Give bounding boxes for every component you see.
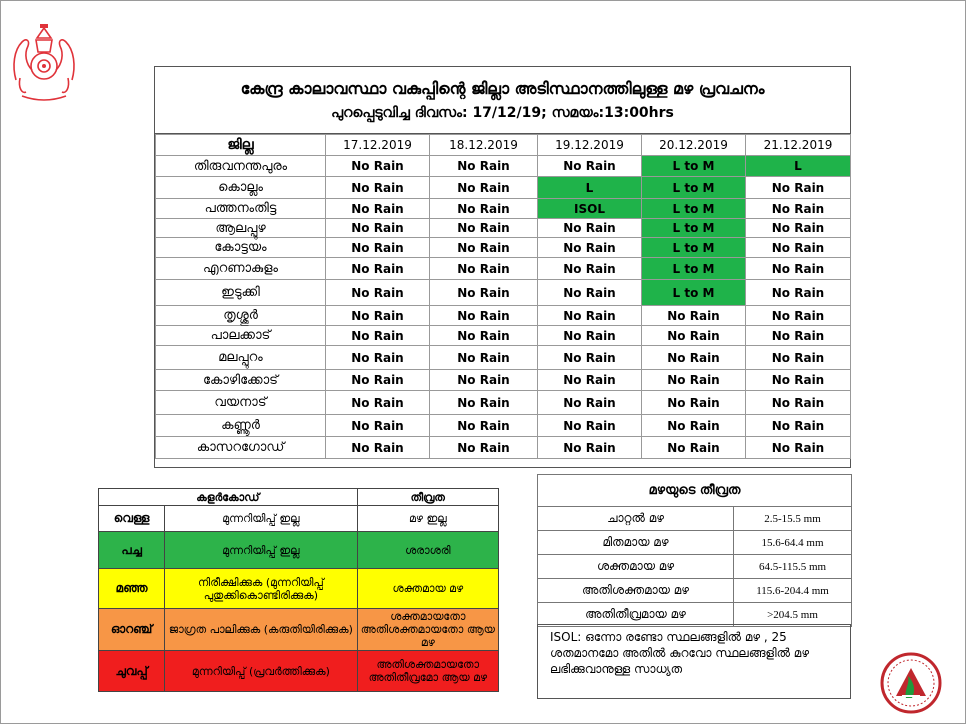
forecast-cell: No Rain xyxy=(326,437,430,459)
forecast-cell: No Rain xyxy=(430,177,538,199)
forecast-cell: No Rain xyxy=(746,258,851,280)
intensity-row xyxy=(538,555,852,579)
legend-header-severity: തീവ്രത xyxy=(357,489,498,506)
forecast-cell: L to M xyxy=(642,156,746,177)
intensity-range: 64.5-115.5 mm xyxy=(734,555,852,579)
district-row xyxy=(156,391,851,415)
intensity-range: 15.6-64.4 mm xyxy=(734,531,852,555)
legend-meaning: മുന്നറിയിപ്പ് ഇല്ല xyxy=(165,506,357,532)
date-header: 21.12.2019 xyxy=(746,135,851,156)
district-name: ആലപ്പുഴ xyxy=(156,219,326,238)
forecast-cell: No Rain xyxy=(326,391,430,415)
forecast-cell: No Rain xyxy=(326,258,430,280)
forecast-cell: No Rain xyxy=(430,370,538,391)
forecast-cell: No Rain xyxy=(642,326,746,346)
forecast-cell: No Rain xyxy=(746,280,851,306)
forecast-cell: No Rain xyxy=(430,326,538,346)
legend-row-white xyxy=(99,506,499,532)
legend-color-name: ഓറഞ്ച് xyxy=(99,609,165,651)
intensity-row xyxy=(538,531,852,555)
forecast-title: കേന്ദ്ര കാലാവസ്ഥാ വകുപ്പിന്റെ ജില്ലാ അടിസ്ഥാനത്തിലുള്ള മഴ പ്രവചനം xyxy=(240,79,765,98)
date-header: 18.12.2019 xyxy=(430,135,538,156)
issued-line xyxy=(155,105,850,121)
forecast-cell: L to M xyxy=(642,177,746,199)
color-code-legend xyxy=(98,488,499,692)
forecast-cell: No Rain xyxy=(746,219,851,238)
forecast-cell: No Rain xyxy=(430,238,538,258)
date-header: 19.12.2019 xyxy=(538,135,642,156)
forecast-cell: No Rain xyxy=(326,238,430,258)
intensity-row xyxy=(538,603,852,627)
forecast-cell: L to M xyxy=(642,258,746,280)
rain-intensity-table xyxy=(537,474,852,627)
district-rain-forecast xyxy=(154,66,851,468)
forecast-cell: No Rain xyxy=(642,306,746,326)
district-name: തിരുവനന്തപുരം xyxy=(156,156,326,177)
forecast-cell: No Rain xyxy=(430,219,538,238)
forecast-cell: No Rain xyxy=(746,437,851,459)
forecast-cell: No Rain xyxy=(746,415,851,437)
district-name: കോട്ടയം xyxy=(156,238,326,258)
legend-severity: ശക്തമായതോ അതിശക്തമായതോ ആയ മഴ xyxy=(357,609,498,651)
forecast-cell: No Rain xyxy=(538,415,642,437)
legend-severity: അതിശക്തമായതോ അതിതീവ്രമോ ആയ മഴ xyxy=(357,651,498,692)
legend-severity: മഴ ഇല്ല xyxy=(357,506,498,532)
forecast-cell: No Rain xyxy=(430,156,538,177)
district-row xyxy=(156,437,851,459)
forecast-cell: No Rain xyxy=(746,199,851,219)
forecast-cell: No Rain xyxy=(642,437,746,459)
forecast-cell: No Rain xyxy=(642,391,746,415)
district-row xyxy=(156,280,851,306)
isol-note: ISOL: ഒന്നോ രണ്ടോ സ്ഥലങ്ങളിൽ മഴ , 25 ശതമാനമോ അതിൽ കുറവോ സ്ഥലങ്ങളിൽ മഴ ലഭിക്കുവാനുള്ള സാധ്യത xyxy=(537,624,851,699)
forecast-cell: No Rain xyxy=(326,219,430,238)
forecast-title-block xyxy=(155,67,850,134)
legend-color-name: മഞ്ഞ xyxy=(99,569,165,609)
legend-meaning: മുന്നറിയിപ്പ് ഇല്ല xyxy=(165,532,357,569)
intensity-label: ചാറ്റൽ മഴ xyxy=(538,507,734,531)
forecast-cell: No Rain xyxy=(430,280,538,306)
legend-color-name: പച്ച xyxy=(99,532,165,569)
intensity-label: അതിശക്തമായ മഴ xyxy=(538,579,734,603)
legend-row-yellow xyxy=(99,569,499,609)
intensity-header xyxy=(538,475,852,507)
district-row xyxy=(156,199,851,219)
legend-row-green xyxy=(99,532,499,569)
forecast-header-row xyxy=(156,135,851,156)
district-name: വയനാട് xyxy=(156,391,326,415)
forecast-cell: No Rain xyxy=(538,391,642,415)
district-name: കാസറഗോഡ് xyxy=(156,437,326,459)
forecast-cell: No Rain xyxy=(538,219,642,238)
forecast-cell: ISOL xyxy=(538,199,642,219)
district-name: കൊല്ലം xyxy=(156,177,326,199)
forecast-cell: No Rain xyxy=(326,346,430,370)
legend-color-name: ചുവപ്പ് xyxy=(99,651,165,692)
district-name: തൃശ്ശൂർ xyxy=(156,306,326,326)
time-value: :13:00hrs xyxy=(598,105,674,121)
district-name: പാലക്കാട് xyxy=(156,326,326,346)
forecast-cell: No Rain xyxy=(538,326,642,346)
date-header: 17.12.2019 xyxy=(326,135,430,156)
intensity-label: അതിതീവ്രമായ മഴ xyxy=(538,603,734,627)
legend-color-name: വെള്ള xyxy=(99,506,165,532)
forecast-cell: No Rain xyxy=(326,326,430,346)
forecast-cell: L to M xyxy=(642,219,746,238)
time-label: സമയം xyxy=(551,105,599,121)
forecast-cell: No Rain xyxy=(326,280,430,306)
forecast-cell: No Rain xyxy=(538,156,642,177)
intensity-label: ശക്തമായ മഴ xyxy=(538,555,734,579)
district-name: കണ്ണൂർ xyxy=(156,415,326,437)
forecast-cell: No Rain xyxy=(326,177,430,199)
forecast-cell: No Rain xyxy=(746,346,851,370)
intensity-row xyxy=(538,507,852,531)
kerala-emblem-icon xyxy=(10,18,78,112)
district-row xyxy=(156,326,851,346)
legend-meaning: മുന്നറിയിപ്പ് (പ്രവർത്തിക്കുക) xyxy=(165,651,357,692)
forecast-cell: L to M xyxy=(642,238,746,258)
forecast-cell: No Rain xyxy=(538,258,642,280)
forecast-cell: No Rain xyxy=(538,238,642,258)
ksdma-logo-icon xyxy=(880,652,942,714)
district-name: എറണാകുളം xyxy=(156,258,326,280)
district-row xyxy=(156,156,851,177)
forecast-cell: L to M xyxy=(642,199,746,219)
district-row xyxy=(156,370,851,391)
forecast-cell: No Rain xyxy=(430,306,538,326)
forecast-cell: No Rain xyxy=(538,306,642,326)
forecast-cell: No Rain xyxy=(746,306,851,326)
forecast-cell: L xyxy=(746,156,851,177)
forecast-cell: No Rain xyxy=(746,370,851,391)
issued-date: : 17/12/19; xyxy=(461,105,552,121)
legend-severity: ശരാശരി xyxy=(357,532,498,569)
district-row xyxy=(156,306,851,326)
legend-meaning: ജാഗ്രത പാലിക്കുക (കരുതിയിരിക്കുക) xyxy=(165,609,357,651)
legend-severity: ശക്തമായ മഴ xyxy=(357,569,498,609)
forecast-cell: No Rain xyxy=(746,326,851,346)
legend-row-red xyxy=(99,651,499,692)
issued-label: പുറപ്പെടുവിച്ച ദിവസം xyxy=(331,105,462,121)
district-row xyxy=(156,415,851,437)
intensity-range: >204.5 mm xyxy=(734,603,852,627)
intensity-range: 2.5-15.5 mm xyxy=(734,507,852,531)
forecast-cell: No Rain xyxy=(430,391,538,415)
district-name: പത്തനംതിട്ട xyxy=(156,199,326,219)
forecast-cell: No Rain xyxy=(642,415,746,437)
intensity-range: 115.6-204.4 mm xyxy=(734,579,852,603)
date-header: 20.12.2019 xyxy=(642,135,746,156)
legend-row-orange xyxy=(99,609,499,651)
forecast-cell: No Rain xyxy=(642,370,746,391)
district-row xyxy=(156,346,851,370)
forecast-cell: No Rain xyxy=(642,346,746,370)
district-name: കോഴിക്കോട് xyxy=(156,370,326,391)
legend-meaning: നിരീക്ഷിക്കുക (മുന്നറിയിപ്പ് പുതുക്കികൊണ്ടിരിക്കുക) xyxy=(165,569,357,609)
forecast-cell: No Rain xyxy=(326,306,430,326)
district-row xyxy=(156,177,851,199)
forecast-cell: No Rain xyxy=(538,437,642,459)
legend-header xyxy=(99,489,499,506)
forecast-cell: No Rain xyxy=(538,346,642,370)
forecast-cell: No Rain xyxy=(746,177,851,199)
district-name: ഇടുക്കി xyxy=(156,280,326,306)
forecast-cell: No Rain xyxy=(538,280,642,306)
forecast-cell: No Rain xyxy=(430,437,538,459)
forecast-cell: No Rain xyxy=(538,370,642,391)
forecast-cell: L to M xyxy=(642,280,746,306)
intensity-title: മഴയുടെ തീവ്രത xyxy=(538,475,852,507)
forecast-cell: No Rain xyxy=(746,238,851,258)
forecast-cell: No Rain xyxy=(326,415,430,437)
forecast-cell: No Rain xyxy=(430,415,538,437)
forecast-cell: No Rain xyxy=(326,156,430,177)
forecast-cell: L xyxy=(538,177,642,199)
forecast-cell: No Rain xyxy=(326,370,430,391)
forecast-cell: No Rain xyxy=(746,391,851,415)
district-row xyxy=(156,238,851,258)
intensity-label: മിതമായ മഴ xyxy=(538,531,734,555)
legend-header-code: കളർകോഡ് xyxy=(99,489,358,506)
district-row xyxy=(156,258,851,280)
district-name: മലപ്പുറം xyxy=(156,346,326,370)
forecast-grid xyxy=(155,134,851,459)
intensity-row xyxy=(538,579,852,603)
district-header: ജില്ല xyxy=(156,135,326,156)
forecast-cell: No Rain xyxy=(326,199,430,219)
forecast-cell: No Rain xyxy=(430,258,538,280)
forecast-cell: No Rain xyxy=(430,199,538,219)
forecast-cell: No Rain xyxy=(430,346,538,370)
district-row xyxy=(156,219,851,238)
